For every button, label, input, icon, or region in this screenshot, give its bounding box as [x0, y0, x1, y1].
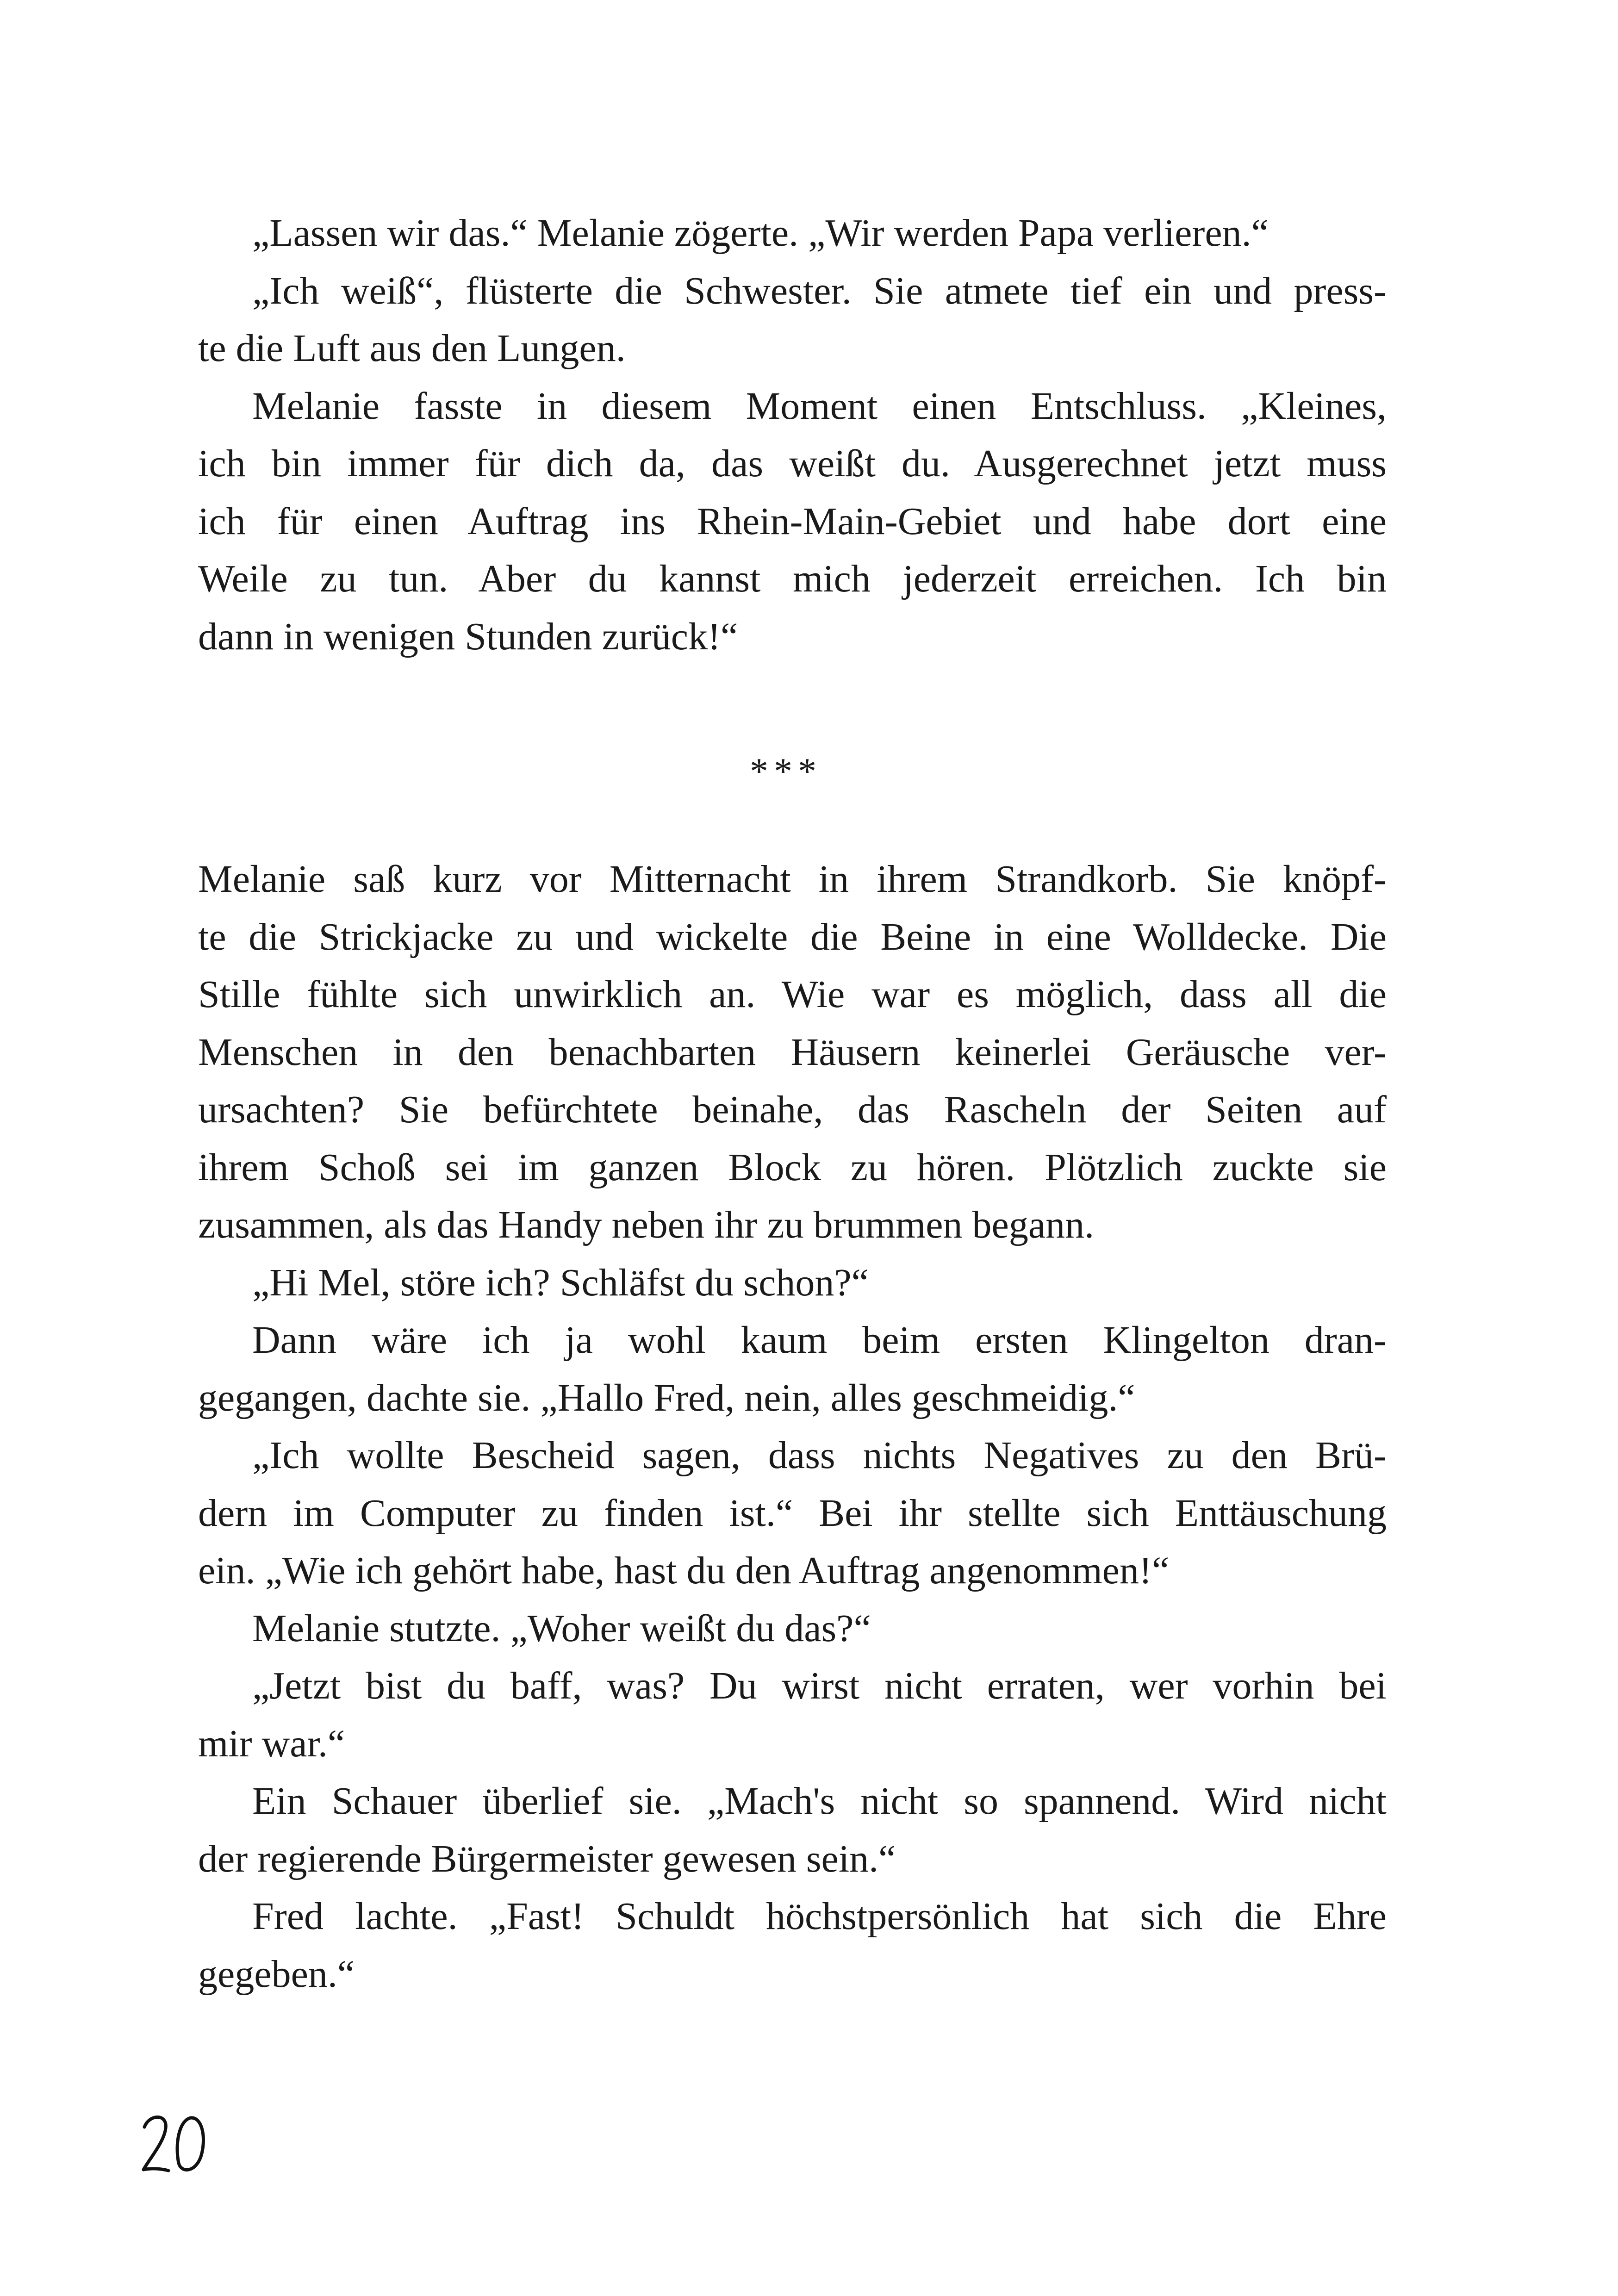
text-line: Melanie saß kurz vor Mitternacht in ihrem Strandkorb. Sie knöpf-	[198, 858, 1387, 901]
text-line: Ein Schauer überlief sie. „Mach's nicht so spannend. Wird nicht	[252, 1780, 1387, 1823]
text-line: gegeben.“	[198, 1952, 355, 1996]
text-line: ich für einen Auftrag ins Rhein-Main-Gebiet und habe dort eine	[198, 499, 1387, 543]
text-line: Menschen in den benachbarten Häusern keinerlei Geräusche ver-	[198, 1030, 1387, 1074]
text-line: der regierende Bürgermeister gewesen sein.“	[198, 1837, 896, 1880]
text-line: te die Strickjacke zu und wickelte die Beine in eine Wolldecke. Die	[198, 915, 1387, 958]
text-line: dann in wenigen Stunden zurück!“	[198, 615, 738, 658]
section-break: ***	[750, 751, 822, 792]
text-line: ein. „Wie ich gehört habe, hast du den Auftrag angenommen!“	[198, 1549, 1170, 1592]
text-line: mir war.“	[198, 1722, 345, 1765]
text-line: Stille fühlte sich unwirklich an. Wie war es möglich, dass all die	[198, 973, 1387, 1016]
text-line: Melanie stutzte. „Woher weißt du das?“	[252, 1606, 871, 1650]
text-line: „Ich weiß“, flüsterte die Schwester. Sie atmete tief ein und press-	[252, 269, 1387, 312]
text-line: Weile zu tun. Aber du kannst mich jederzeit erreichen. Ich bin	[198, 557, 1387, 600]
text-line: ich bin immer für dich da, das weißt du. Ausgerechnet jetzt muss	[198, 442, 1387, 485]
text-line: „Ich wollte Bescheid sagen, dass nichts Negatives zu den Brü-	[252, 1434, 1387, 1477]
text-line: te die Luft aus den Lungen.	[198, 327, 626, 370]
text-line: Fred lachte. „Fast! Schuldt höchstpersönlich hat sich die Ehre	[252, 1895, 1387, 1938]
text-line: „Lassen wir das.“ Melanie zögerte. „Wir werden Papa verlieren.“	[252, 212, 1269, 255]
text-line: Melanie fasste in diesem Moment einen Entschluss. „Kleines,	[252, 384, 1387, 428]
page-number	[139, 2109, 213, 2178]
text-line: dern im Computer zu finden ist.“ Bei ihr stellte sich Enttäuschung	[198, 1491, 1387, 1535]
text-line: ursachten? Sie befürchtete beinahe, das Rascheln der Seiten auf	[198, 1088, 1387, 1131]
text-block-top	[198, 205, 1387, 666]
text-block-bottom	[198, 851, 1387, 2003]
text-line: gegangen, dachte sie. „Hallo Fred, nein, alles geschmeidig.“	[198, 1376, 1135, 1419]
text-line: Dann wäre ich ja wohl kaum beim ersten Klingelton dran-	[252, 1319, 1387, 1362]
text-line: „Jetzt bist du baff, was? Du wirst nicht erraten, wer vorhin bei	[252, 1664, 1387, 1707]
text-line: „Hi Mel, störe ich? Schläfst du schon?“	[252, 1261, 869, 1304]
text-line: zusammen, als das Handy neben ihr zu brummen begann.	[198, 1203, 1095, 1246]
text-line: ihrem Schoß sei im ganzen Block zu hören. Plötzlich zuckte sie	[198, 1145, 1387, 1189]
